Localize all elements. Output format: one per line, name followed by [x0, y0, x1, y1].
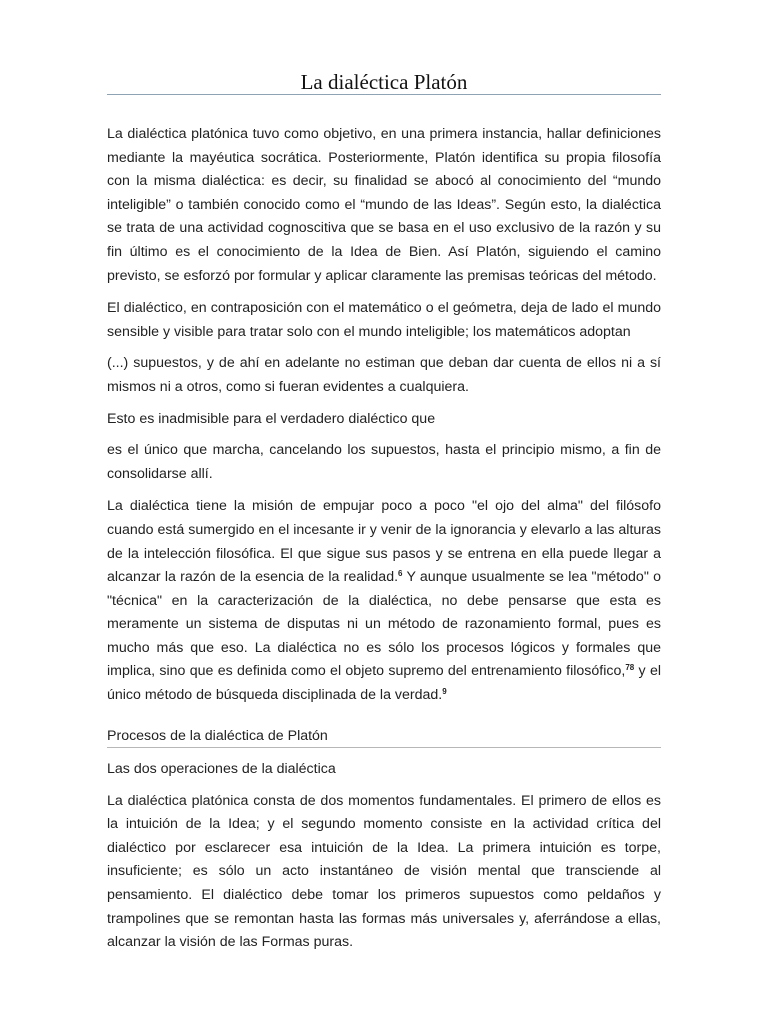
- title-divider: [107, 94, 661, 95]
- paragraph-inadmissible: Esto es inadmisible para el verdadero dialéctico que: [107, 410, 436, 427]
- paragraph-quote-1: (...) supuestos, y de ahí en adelante no estiman que deban dar cuenta de ellos ni a sí mismos ni a otros, como si fueran evidentes a cualquiera.: [107, 355, 661, 395]
- paragraph-mission-part-1: La dialéctica tiene la misión de empujar poco a poco "el ojo del alma" del filósofo cuando está sumergido en el incesante ir y venir de la ignorancia y elevarlo a las alturas de la intelección filosófica. El que sigue sus pasos y se entrena en ella puede llegar a alcanzar la razón de la esencia de la realidad.: [107, 498, 661, 586]
- footnote-ref-9: 9: [442, 687, 447, 697]
- section-heading: Procesos de la dialéctica de Platón: [107, 726, 661, 748]
- paragraph-mission: [107, 495, 661, 707]
- paragraph-quote-2: es el único que marcha, cancelando los supuestos, hasta el principio mismo, a fin de consolidarse allí.: [107, 442, 661, 482]
- paragraph-mission-part-3: y el único método de búsqueda disciplinada de la verdad.: [107, 663, 661, 704]
- paragraph-intro: La dialéctica platónica tuvo como objetivo, en una primera instancia, hallar definiciones mediante la mayéutica socrática. Posteriormente, Platón identifica su propia filosofía con la misma dialéctica: es decir, su finalidad se abocó al conocimiento del “mundo inteligible” o también conocido como el “mundo de las Ideas”. Según esto, la dialéctica se trata de una actividad cognoscitiva que se basa en el uso exclusivo de la razón y su fin último es el conocimiento de la Idea de Bien. Así Platón, siguiendo el camino previsto, se esforzó por formular y aplicar claramente las premisas teóricas del método.: [107, 126, 661, 284]
- paragraph-operations: La dialéctica platónica consta de dos momentos fundamentales. El primero de ellos es la intuición de la Idea; y el segundo momento consiste en la actividad crítica del dialéctico por esclarecer esa intuición de la Idea. La primera intuición es torpe, insuficiente; es sólo un acto instantáneo de visión mental que transciende al pensamiento. El dialéctico debe tomar los primeros supuestos como peldaños y trampolines que se remontan hasta las formas más universales y, aferrándose a ellas, alcanzar la visión de las Formas puras.: [107, 792, 661, 951]
- subsection-heading: Las dos operaciones de la dialéctica: [107, 760, 336, 777]
- footnote-ref-6: 6: [398, 569, 403, 579]
- document-title: La dialéctica Platón: [300, 70, 468, 94]
- paragraph-mission-part-2: Y aunque usualmente se lea "método" o "técnica" en la caracterización de la dialéctica, no debe pensarse que esta es meramente un sistema de disputas ni un método de razonamiento formal, pues es mucho más que eso. La dialéctica no es sólo los procesos lógicos y formales que implica, sino que es definida como el objeto supremo del entrenamiento filosófico,: [107, 569, 661, 680]
- footnote-ref-78: 78: [625, 663, 635, 673]
- document-page: [107, 0, 661, 955]
- paragraph-dialectician: El dialéctico, en contraposición con el matemático o el geómetra, deja de lado el mundo sensible y visible para tratar solo con el mundo inteligible; los matemáticos adoptan: [107, 300, 661, 340]
